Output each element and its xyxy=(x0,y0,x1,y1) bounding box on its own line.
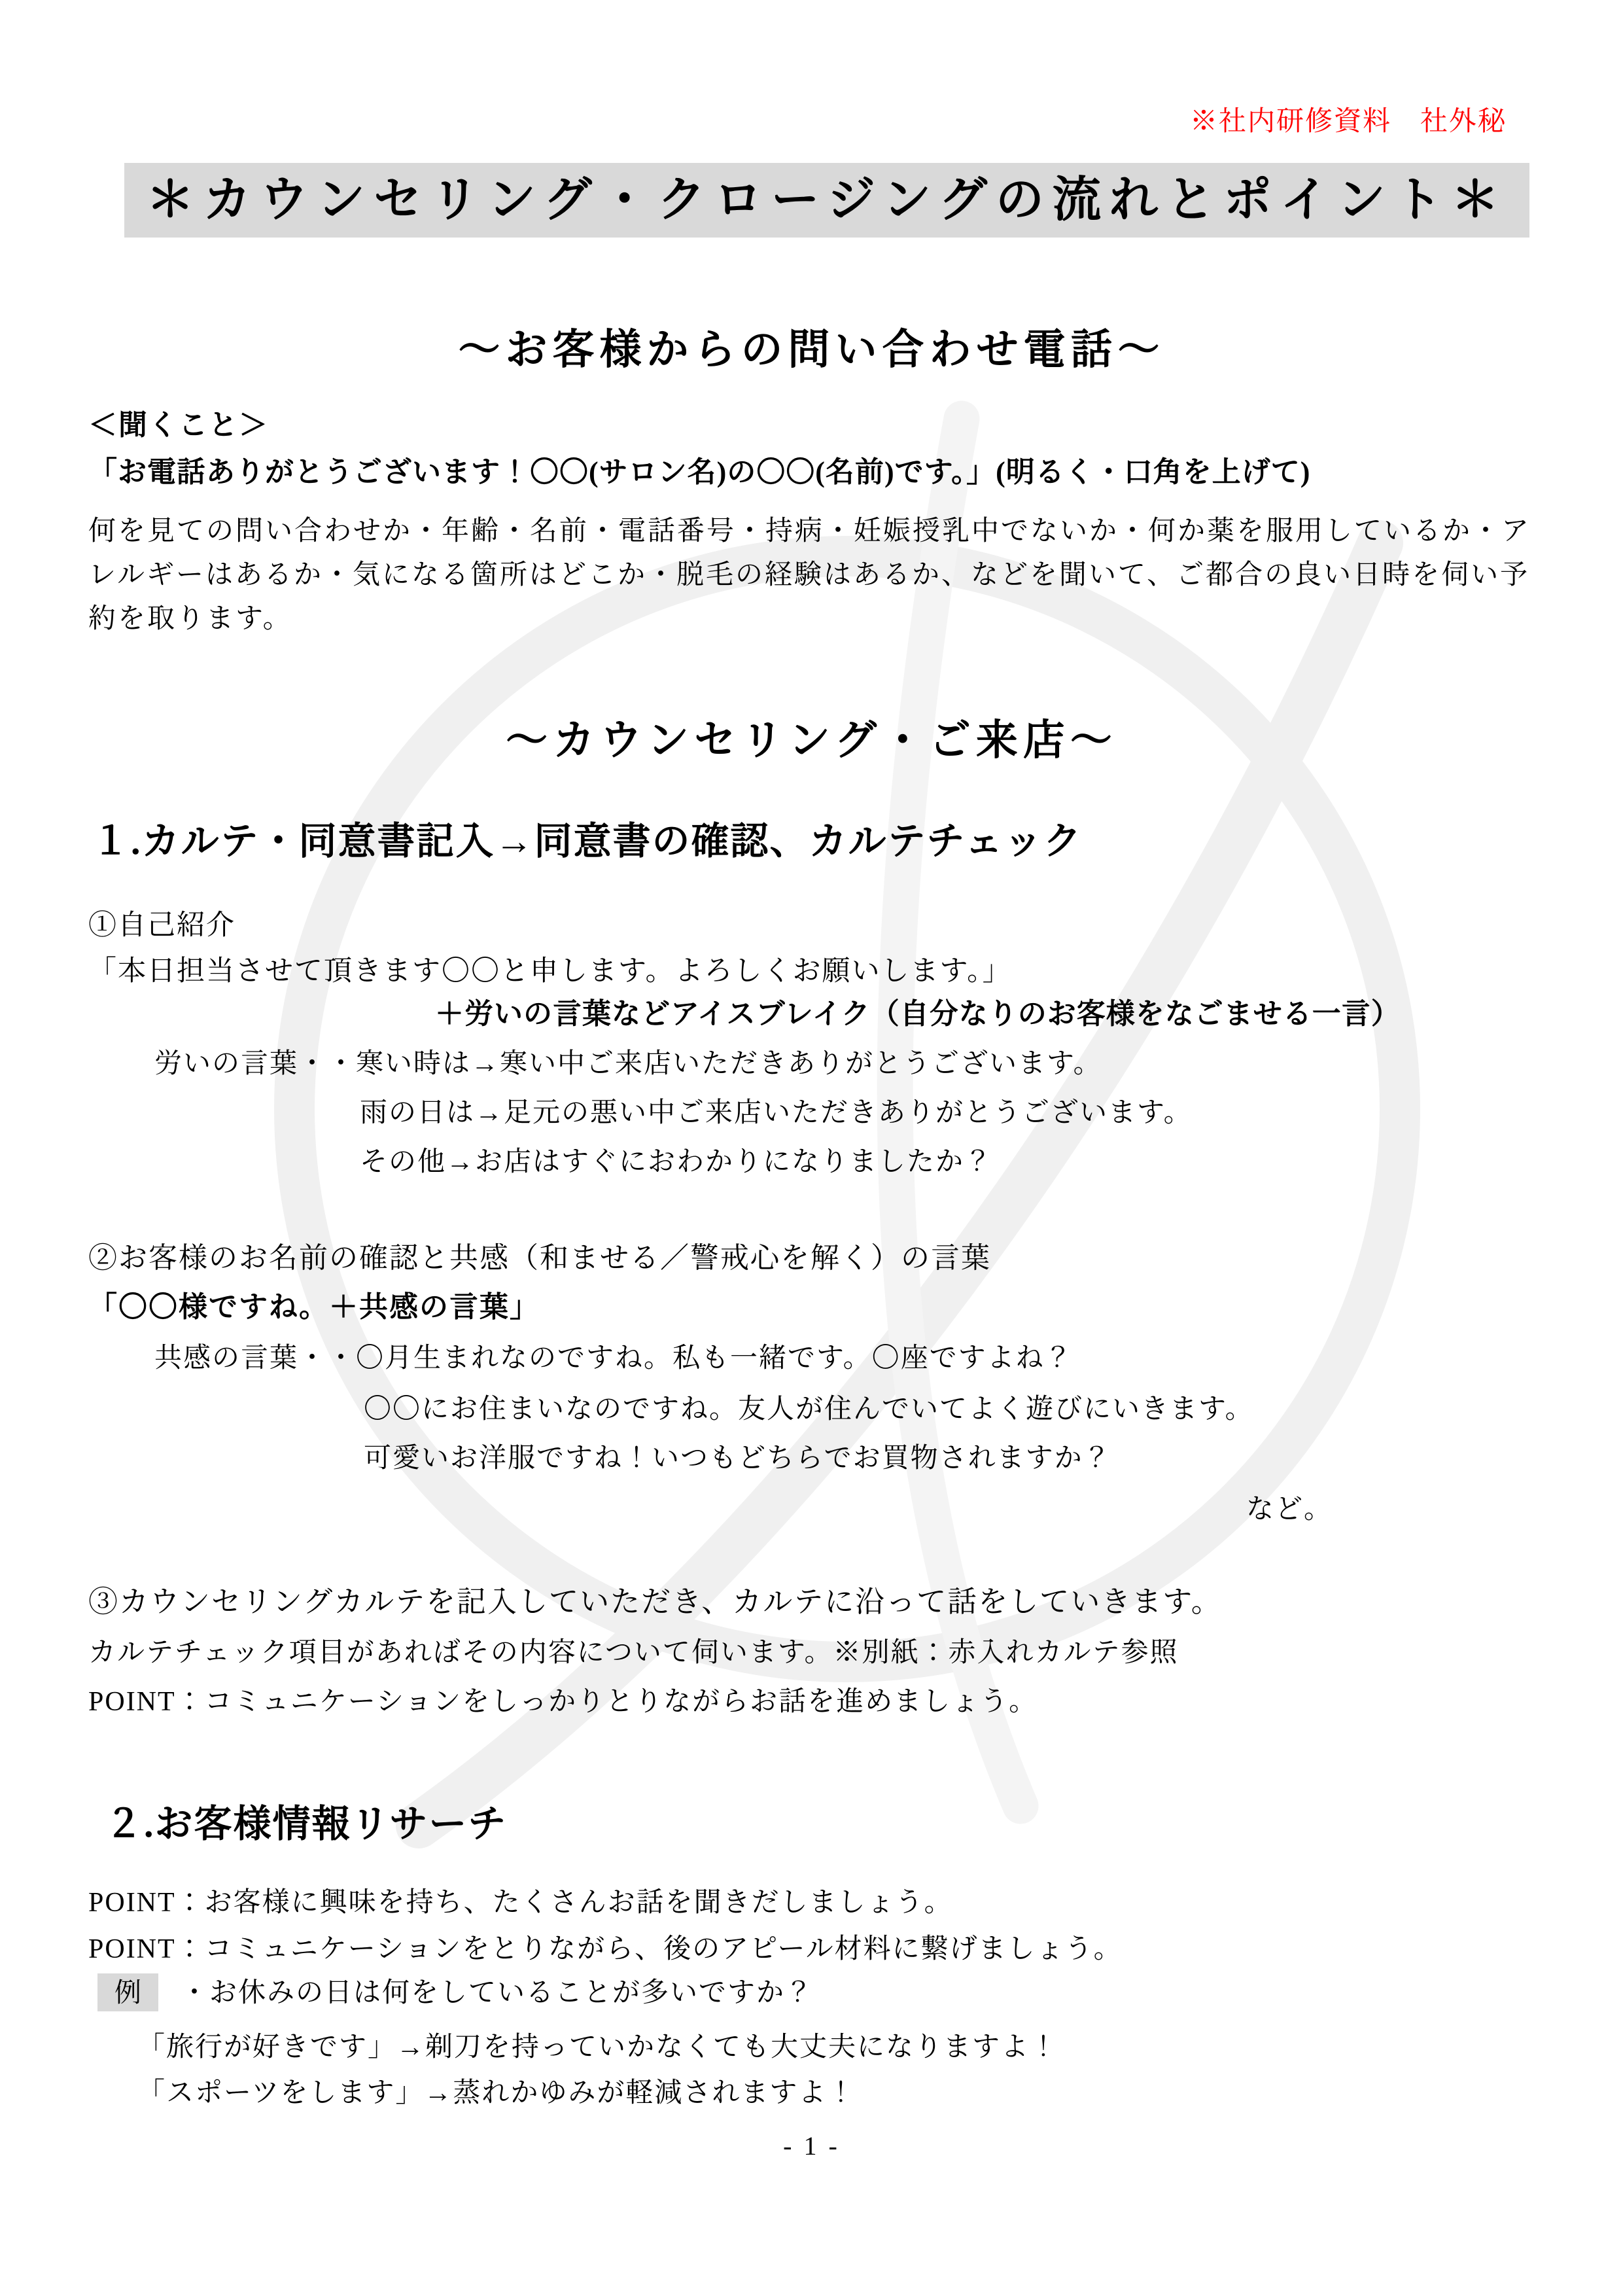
example-question: ・お休みの日は何をしていることが多いですか？ xyxy=(181,1978,814,2008)
phone-body-line: レルギーはあるか・気になる箇所はどこか・脱毛の経験はあるか、などを聞いて、ご都合の良い日時を伺い予 xyxy=(88,560,1530,590)
title-bar xyxy=(124,163,1529,238)
confidential-note: ※社内研修資料 社外秘 xyxy=(1189,107,1507,137)
page-title: ＊カウンセリング・クロージングの流れとポイント＊ xyxy=(146,173,1508,227)
karte-label: ③カウンセリングカルテを記入していただき、カルテに沿って話をしていきます。 xyxy=(88,1585,1222,1618)
etc-note: など。 xyxy=(1246,1494,1333,1525)
icebreak-example-line: その他→お店はすぐにおわかりになりましたか？ xyxy=(360,1147,994,1177)
example-answer-line: 「旅行が好きです」→剃刀を持っていかなくても大丈夫になりますよ！ xyxy=(137,2032,1059,2062)
page-number: - 1 - xyxy=(783,2131,840,2161)
phone-body-line: 約を取ります。 xyxy=(88,604,292,634)
example-badge: 例 xyxy=(97,1973,158,2011)
phone-body-line: 何を見ての問い合わせか・年齢・名前・電話番号・持病・妊娠授乳中でないか・何か薬を服用しているか・ア xyxy=(88,516,1531,546)
research-point: POINT：コミュニケーションをとりながら、後のアピール材料に繋げましょう。 xyxy=(88,1934,1123,1964)
karte-note: カルテチェック項目があればその内容について伺います。※別紙：赤入れカルテ参照 xyxy=(88,1638,1179,1668)
example-answer-line: 「スポーツをします」→蒸れかゆみが軽減されますよ！ xyxy=(137,2078,856,2108)
empathy-example-line: 共感の言葉・・〇月生まれなのですね。私も一緒です。〇座ですよね？ xyxy=(154,1343,1073,1373)
listen-heading: ＜聞くこと＞ xyxy=(88,409,269,441)
karte-point: POINT：コミュニケーションをしっかりとりながらお話を進めましょう。 xyxy=(88,1687,1038,1717)
icebreak-example-line: 労いの言葉・・寒い時は→寒い中ご来店いただきありがとうございます。 xyxy=(154,1049,1102,1079)
visit-section-heading: ～カウンセリング・ご来店～ xyxy=(506,717,1117,764)
icebreak-note: ＋労いの言葉などアイスブレイク（自分なりのお客様をなごませる一言） xyxy=(435,998,1401,1030)
intro-label: ①自己紹介 xyxy=(88,910,236,941)
intro-quote: 「本日担当させて頂きます〇〇と申します。よろしくお願いします。」 xyxy=(88,956,1012,987)
name-check-quote: 「〇〇様ですね。＋共感の言葉」 xyxy=(88,1291,540,1323)
step1-heading: １.カルテ・同意書記入→同意書の確認、カルテチェック xyxy=(92,820,1083,862)
empathy-example-line: 可愛いお洋服ですね！いつもどちらでお買物されますか？ xyxy=(364,1443,1112,1474)
step2-heading: ２.お客様情報リサーチ xyxy=(105,1803,508,1845)
phone-section-heading: ～お客様からの問い合わせ電話～ xyxy=(458,327,1165,373)
research-point: POINT：お客様に興味を持ち、たくさんお話を聞きだしましょう。 xyxy=(88,1888,953,1918)
phone-greeting-line: 「お電話ありがとうございます！〇〇(サロン名)の〇〇(名前)です。」(明るく・口角を上げて) xyxy=(88,456,1311,488)
icebreak-example-line: 雨の日は→足元の悪い中ご来店いただきありがとうございます。 xyxy=(360,1098,1193,1128)
name-check-label: ②お客様のお名前の確認と共感（和ませる／警戒心を解く）の言葉 xyxy=(88,1242,991,1274)
empathy-example-line: 〇〇にお住まいなのですね。友人が住んでいてよく遊びにいきます。 xyxy=(364,1394,1254,1424)
